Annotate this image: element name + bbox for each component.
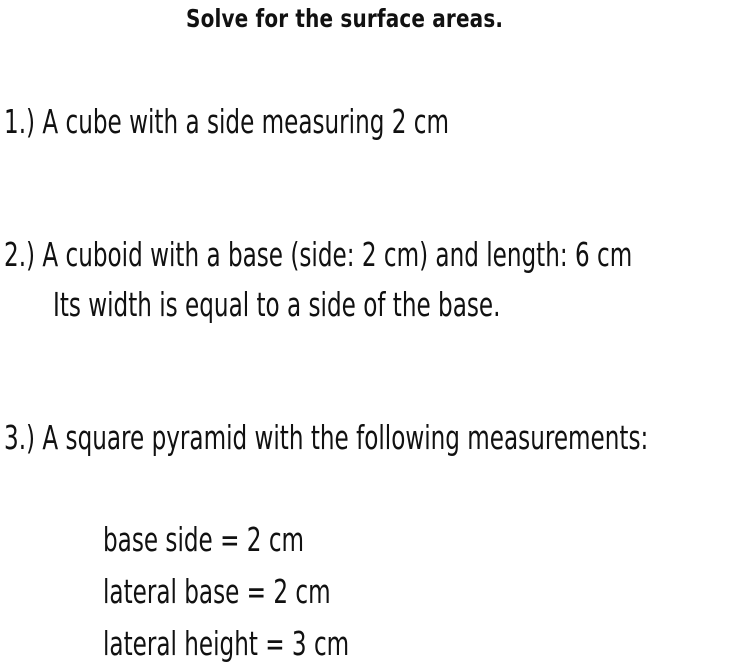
question-3: 3.) A square pyramid with the following measurements: (4, 418, 649, 457)
worksheet-title: Solve for the surface areas. (186, 4, 504, 33)
measurement-base-side: base side = 2 cm (103, 520, 305, 559)
measurement-lateral-base: lateral base = 2 cm (103, 572, 331, 611)
measurement-lateral-height: lateral height = 3 cm (103, 624, 350, 663)
question-2-note: Its width is equal to a side of the base. (53, 285, 501, 324)
question-1: 1.) A cube with a side measuring 2 cm (4, 102, 449, 141)
question-2: 2.) A cuboid with a base (side: 2 cm) and length: 6 cm (4, 235, 633, 274)
